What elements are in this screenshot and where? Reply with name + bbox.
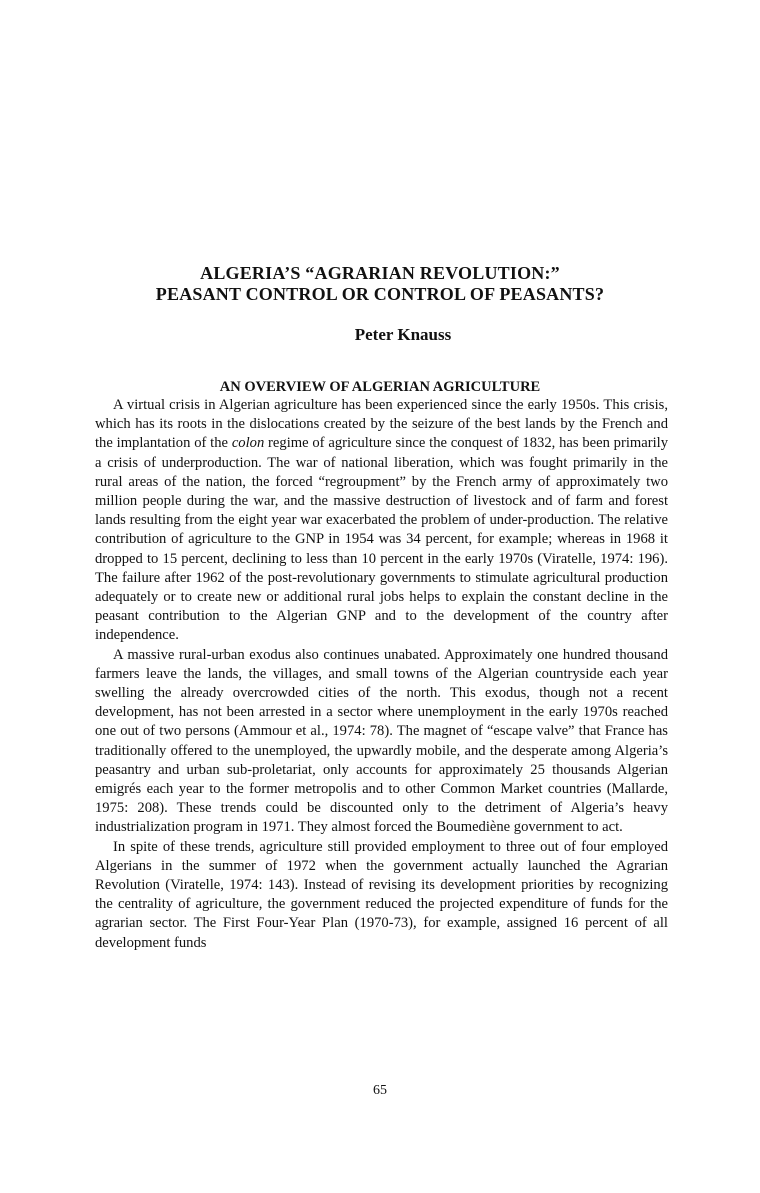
article-title-line-1: ALGERIA’S “AGRARIAN REVOLUTION:” — [200, 263, 560, 283]
article-title-line-2: PEASANT CONTROL OR CONTROL OF PEASANTS? — [155, 284, 605, 304]
paragraph-1-text-after: regime of agriculture since the conquest of 1832, has been primarily a crisis of underproduction. The war of national liberation, which was fought primarily in the rural areas of the nation, the forced “regroupment” by the French army of approximately two million people during the war, and the massive destruction of livestock and of farm and forest lands resulting from the eight year war exacerbated the problem of under-production. The relative contribution of agriculture to the GNP in 1954 was 34 percent, for example; whereas in 1968 it dropped to 15 percent, declining to less than 10 percent in the early 1970s (Viratelle, 1974: 196). The failure after 1962 of the post-revolutionary governments to stimulate agricultural production adequately or to create new or additional rural jobs helps to explain the constant decline in the peasant contribution to the Algerian GNP and to the development of the country after independence. — [95, 435, 668, 644]
article-author: Peter Knauss — [354, 325, 452, 344]
paragraph-1-text-before: A virtual crisis in Algerian agriculture has been experienced since the early 1950s. This crisis, which has its roots in the dislocations created by the seizure of the best lands by the French and the implantation of the — [95, 397, 668, 452]
section-heading: AN OVERVIEW OF ALGERIAN AGRICULTURE — [219, 379, 541, 395]
paragraph-1-emphasis: colon — [231, 435, 265, 452]
page-number: 65 — [373, 1083, 387, 1098]
paragraph-1 — [95, 396, 668, 646]
paragraph-3: In spite of these trends, agriculture still provided employment to three out of four employed Algerians in the summer of 1972 when the government actually launched the Agrarian Revolution (Viratelle, 1974: 143). Instead of revising its development priorities by recognizing the centrality of agriculture, the government reduced the projected expenditure of funds for the agrarian sector. The First Four-Year Plan (1970-73), for example, assigned 16 percent of all development funds — [95, 838, 668, 951]
paragraph-2: A massive rural-urban exodus also continues unabated. Approximately one hundred thousand farmers leave the lands, the villages, and small towns of the Algerian countryside each year swelling the already overcrowded cities of the north. This exodus, though not a recent development, has not been arrested in a sector where unemployment in the early 1970s reached one out of two persons (Ammour et al., 1974: 78). The magnet of “escape valve” that France has traditionally offered to the unemployed, the upwardly mobile, and the desperate among Algeria’s peasantry and urban sub-proletariat, only accounts for approximately 25 thousands Algerian emigrés each year to the former metropolis and to other Common Market countries (Mallarde, 1975: 208). These trends could be discounted only to the detriment of Algeria’s heavy industrialization program in 1971. They almost forced the Boumediène government to act. — [95, 646, 668, 836]
article-body — [95, 396, 668, 953]
article-title — [100, 263, 660, 305]
